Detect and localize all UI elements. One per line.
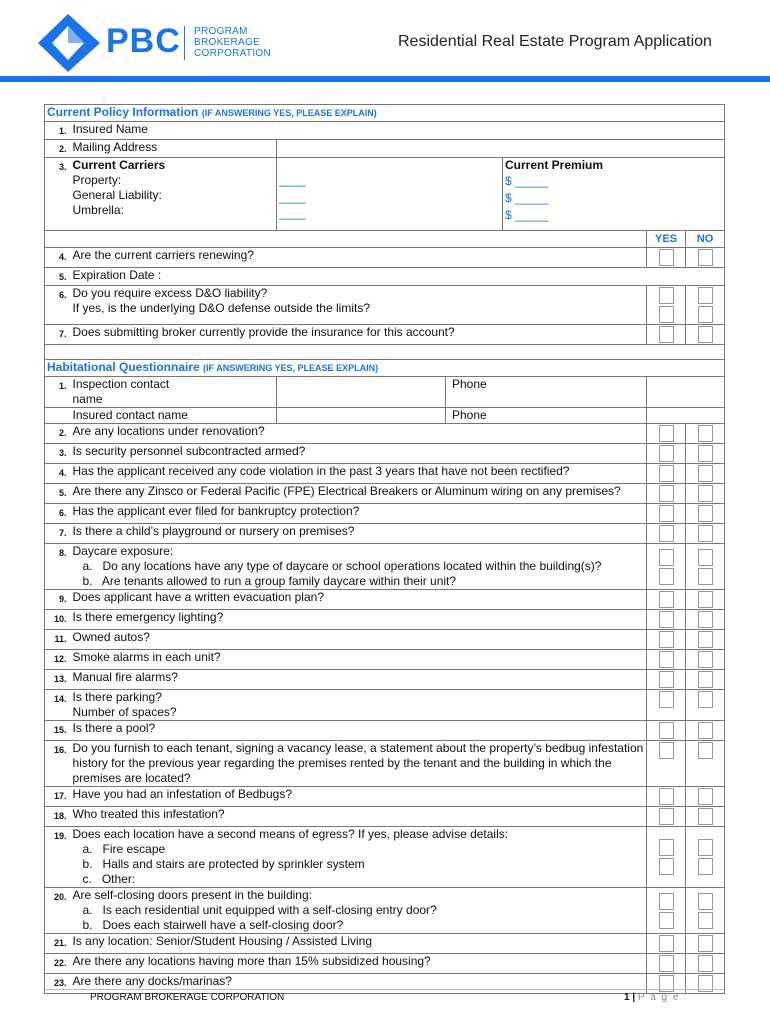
question-text	[71, 690, 647, 721]
question-text	[71, 888, 647, 934]
section-habitational	[45, 360, 725, 377]
yes-checkbox[interactable]	[659, 505, 674, 522]
q-number: 3.	[45, 444, 71, 464]
row-h14	[45, 690, 725, 721]
question-text: Smoke alarms in each unit?	[71, 650, 647, 670]
no-checkbox[interactable]	[698, 249, 713, 266]
row-h11	[45, 630, 725, 650]
q-number: 1.	[45, 122, 71, 140]
q20-text: Are self-closing doors present in the building:	[72, 888, 312, 902]
question-text: Are there any Zinsco or Federal Pacific (FPE) Electrical Breakers or Aluminum wiring on any premises?	[71, 484, 647, 504]
question-text: Owned autos?	[71, 630, 647, 650]
question-text: Are the current carriers renewing?	[71, 248, 647, 268]
current-carriers-label: Current Carriers	[72, 158, 166, 172]
question-text	[71, 544, 647, 590]
q-number: 18.	[45, 807, 71, 827]
section-heading: Current Policy Information	[47, 105, 199, 119]
row-q4	[45, 248, 725, 268]
no-header	[686, 231, 725, 248]
q14b-text: Number of spaces?	[72, 705, 177, 719]
yes-checkbox[interactable]	[659, 691, 674, 708]
row-h3	[45, 444, 725, 464]
row-h10	[45, 610, 725, 630]
yes-checkbox[interactable]	[659, 549, 674, 566]
row-h15	[45, 721, 725, 741]
q-number: 6.	[45, 504, 71, 524]
q19a-text: a. Fire escape	[82, 842, 166, 856]
yes-checkbox[interactable]	[659, 912, 674, 929]
row-h9	[45, 590, 725, 610]
no-checkbox[interactable]	[698, 935, 713, 952]
q-number: 7.	[45, 524, 71, 544]
yes-checkbox[interactable]	[659, 465, 674, 482]
premium-line: $ _____	[505, 191, 549, 205]
question-text: Expiration Date :	[71, 268, 725, 286]
yes-checkbox[interactable]	[659, 249, 674, 266]
row-q7	[45, 325, 725, 345]
row-inspection-contact	[45, 377, 725, 408]
question-text: Is there emergency lighting?	[71, 610, 647, 630]
section-current-policy	[45, 105, 725, 122]
yes-checkbox[interactable]	[659, 955, 674, 972]
no-checkbox[interactable]	[698, 893, 713, 910]
footer-page	[624, 992, 680, 1003]
row-insured-name	[45, 122, 725, 140]
no-checkbox[interactable]	[698, 671, 713, 688]
section-note: (IF ANSWERING YES, PLEASE EXPLAIN)	[203, 363, 379, 373]
yes-header	[647, 231, 686, 248]
q-number: 5.	[45, 268, 71, 286]
question-text	[71, 286, 647, 325]
row-h23	[45, 974, 725, 994]
yes-checkbox[interactable]	[659, 808, 674, 825]
header-accent-bar	[0, 76, 770, 82]
q-number: 8.	[45, 544, 71, 590]
yes-checkbox[interactable]	[659, 935, 674, 952]
no-checkbox[interactable]	[698, 912, 713, 929]
yes-label: YES	[654, 233, 677, 245]
section-heading: Habitational Questionnaire	[47, 360, 200, 374]
q8b-text: b. Are tenants allowed to run a group family daycare within their unit?	[82, 574, 457, 588]
row-h8	[45, 544, 725, 590]
yes-checkbox[interactable]	[659, 591, 674, 608]
q-number: 16.	[45, 741, 71, 787]
q-number: 2.	[45, 424, 71, 444]
brand-sub-3: CORPORATION	[194, 48, 272, 59]
q-number: 12.	[45, 650, 71, 670]
q-number: 11.	[45, 630, 71, 650]
inspection-contact-field[interactable]	[277, 377, 647, 408]
no-checkbox[interactable]	[698, 591, 713, 608]
footer-company: PROGRAM BROKERAGE CORPORATION	[90, 992, 285, 1003]
no-checkbox[interactable]	[698, 858, 713, 875]
question-text: Is security personnel subcontracted armed?	[71, 444, 647, 464]
no-checkbox[interactable]	[698, 839, 713, 856]
page-separator: |	[629, 992, 638, 1003]
insured-name-label[interactable]: Insured Name	[71, 122, 725, 140]
q14a-text: Is there parking?	[72, 690, 162, 704]
application-form	[44, 104, 724, 994]
no-checkbox[interactable]	[698, 505, 713, 522]
row-h20	[45, 888, 725, 934]
row-h21	[45, 934, 725, 954]
yes-checkbox[interactable]	[659, 651, 674, 668]
carrier-line: ____	[279, 173, 306, 187]
yes-checkbox[interactable]	[659, 671, 674, 688]
pbc-logo-icon	[38, 14, 100, 72]
no-checkbox[interactable]	[698, 788, 713, 805]
q20b-text: b. Does each stairwell have a self-closing door?	[82, 918, 344, 932]
q6b-text: If yes, is the underlying D&O defense outside the limits?	[72, 301, 370, 315]
current-premium-label: Current Premium	[505, 158, 604, 172]
row-h2	[45, 424, 725, 444]
row-q5	[45, 268, 725, 286]
yes-checkbox[interactable]	[659, 722, 674, 739]
q20a-text: a. Is each residential unit equipped with a self-closing entry door?	[82, 903, 437, 917]
no-checkbox[interactable]	[698, 465, 713, 482]
yes-checkbox[interactable]	[659, 525, 674, 542]
q-number: 14.	[45, 690, 71, 721]
yes-checkbox[interactable]	[659, 839, 674, 856]
row-h17	[45, 787, 725, 807]
q-number: 6.	[45, 286, 71, 325]
q-number: 20.	[45, 888, 71, 934]
row-mailing-address	[45, 140, 725, 158]
yes-checkbox[interactable]	[659, 485, 674, 502]
yes-checkbox[interactable]	[659, 306, 674, 323]
q-number: 15.	[45, 721, 71, 741]
page-header	[0, 0, 770, 84]
q-number: 5.	[45, 484, 71, 504]
row-h7	[45, 524, 725, 544]
brand-divider	[184, 26, 185, 60]
no-checkbox[interactable]	[698, 651, 713, 668]
row-insured-contact	[45, 408, 725, 424]
q19c-text: c. Other:	[82, 872, 136, 886]
yes-checkbox[interactable]	[659, 858, 674, 875]
phone-label: Phone	[445, 408, 646, 423]
q-number: 21.	[45, 934, 71, 954]
phone-field[interactable]	[647, 408, 725, 424]
no-checkbox[interactable]	[698, 445, 713, 462]
spacer	[45, 231, 647, 248]
q8a-text: a. Do any locations have any type of daycare or school operations located within the building(s)?	[82, 559, 602, 573]
q-number: 22.	[45, 954, 71, 974]
property-label: Property:	[72, 173, 122, 187]
q-number	[45, 408, 71, 424]
carriers-labels	[71, 158, 277, 231]
document-title: Residential Real Estate Program Application	[398, 33, 712, 50]
brand-sub-1: PROGRAM	[194, 26, 248, 37]
section-note: (IF ANSWERING YES, PLEASE EXPLAIN)	[201, 108, 377, 118]
yes-checkbox[interactable]	[659, 287, 674, 304]
question-text: Is any location: Senior/Student Housing / Assisted Living	[71, 934, 647, 954]
row-spacer	[45, 345, 725, 360]
q-number: 10.	[45, 610, 71, 630]
q6a-text: Do you require excess D&O liability?	[72, 286, 268, 300]
row-q6	[45, 286, 725, 325]
phone-label: Phone	[445, 377, 646, 407]
row-current-carriers	[45, 158, 725, 231]
q-number: 3.	[45, 158, 71, 231]
yes-checkbox[interactable]	[659, 425, 674, 442]
insured-contact-label: Insured contact name	[71, 408, 277, 424]
q-number: 9.	[45, 590, 71, 610]
yes-checkbox[interactable]	[659, 742, 674, 759]
yes-checkbox[interactable]	[659, 611, 674, 628]
q-number: 2.	[45, 140, 71, 158]
no-checkbox[interactable]	[698, 611, 713, 628]
question-text: Are any locations under renovation?	[71, 424, 647, 444]
no-checkbox[interactable]	[698, 525, 713, 542]
no-checkbox[interactable]	[698, 306, 713, 323]
q-number: 4.	[45, 248, 71, 268]
question-text: Have you had an infestation of Bedbugs?	[71, 787, 647, 807]
no-checkbox[interactable]	[698, 326, 713, 343]
premium-line: $ _____	[505, 208, 549, 222]
spacer	[45, 345, 725, 360]
umbrella-label: Umbrella:	[72, 203, 124, 217]
no-checkbox[interactable]	[698, 808, 713, 825]
phone-field[interactable]	[647, 377, 725, 408]
question-text: Who treated this infestation?	[71, 807, 647, 827]
question-text: Are there any docks/marinas?	[71, 974, 647, 994]
row-h6	[45, 504, 725, 524]
q8-text: Daycare exposure:	[72, 544, 174, 558]
q-number: 7.	[45, 325, 71, 345]
question-text: Are there any locations having more than 15% subsidized housing?	[71, 954, 647, 974]
general-liability-label: General Liability:	[72, 188, 162, 202]
no-checkbox[interactable]	[698, 631, 713, 648]
yes-checkbox[interactable]	[659, 568, 674, 585]
brand-name: PBC	[106, 22, 181, 60]
yes-checkbox[interactable]	[659, 788, 674, 805]
page-number: 1	[624, 992, 630, 1003]
q19b-text: b. Halls and stairs are protected by sprinkler system	[82, 857, 365, 871]
q-number: 23.	[45, 974, 71, 994]
row-h19	[45, 827, 725, 888]
brand-subtitle	[194, 26, 271, 59]
carrier-line: ____	[279, 190, 306, 204]
mailing-address-label: Mailing Address	[71, 140, 277, 158]
inspection-name-text: name	[72, 392, 103, 406]
no-checkbox[interactable]	[698, 691, 713, 708]
q-number: 1.	[45, 377, 71, 408]
row-h13	[45, 670, 725, 690]
yes-checkbox[interactable]	[659, 326, 674, 343]
q-number: 13.	[45, 670, 71, 690]
row-h4	[45, 464, 725, 484]
q-number: 4.	[45, 464, 71, 484]
question-text: Has the applicant received any code violation in the past 3 years that have not been rectified?	[71, 464, 647, 484]
no-checkbox[interactable]	[698, 425, 713, 442]
row-yes-no-header	[45, 231, 725, 248]
no-checkbox[interactable]	[698, 722, 713, 739]
question-text: Is there a pool?	[71, 721, 647, 741]
no-checkbox[interactable]	[698, 742, 713, 759]
no-checkbox[interactable]	[698, 287, 713, 304]
carrier-line: ____	[279, 206, 306, 220]
yes-checkbox[interactable]	[659, 893, 674, 910]
form-table	[44, 104, 725, 994]
no-checkbox[interactable]	[698, 568, 713, 585]
question-text: Do you furnish to each tenant, signing a vacancy lease, a statement about the property’s bedbug infestation history for the previous year regarding the premises rented by the tenant and the building in which the premises are located?	[71, 741, 647, 787]
yes-checkbox[interactable]	[659, 445, 674, 462]
brand-sub-2: BROKERAGE	[194, 37, 261, 48]
row-h16	[45, 741, 725, 787]
row-h5	[45, 484, 725, 504]
no-checkbox[interactable]	[698, 955, 713, 972]
question-text: Does submitting broker currently provide the insurance for this account?	[71, 325, 647, 345]
page-word: P a g e	[637, 992, 680, 1003]
q-number: 17.	[45, 787, 71, 807]
q-number: 19.	[45, 827, 71, 888]
row-h12	[45, 650, 725, 670]
question-text: Manual fire alarms?	[71, 670, 647, 690]
question-text: Does applicant have a written evacuation plan?	[71, 590, 647, 610]
question-text: Has the applicant ever filed for bankruptcy protection?	[71, 504, 647, 524]
question-text	[71, 827, 647, 888]
row-h22	[45, 954, 725, 974]
insured-contact-field[interactable]	[277, 408, 647, 424]
mailing-address-field[interactable]	[277, 140, 725, 158]
footer-divider	[44, 989, 724, 990]
yes-checkbox[interactable]	[659, 631, 674, 648]
inspection-contact-text: Inspection contact	[72, 377, 170, 391]
inspection-contact-label	[71, 377, 277, 408]
no-checkbox[interactable]	[698, 485, 713, 502]
row-h18	[45, 807, 725, 827]
no-checkbox[interactable]	[698, 549, 713, 566]
q19-text: Does each location have a second means of egress? If yes, please advise details:	[72, 827, 509, 841]
premium-cell[interactable]	[503, 158, 725, 231]
question-text: Is there a child’s playground or nursery on premises?	[71, 524, 647, 544]
premium-line: $ _____	[505, 174, 549, 188]
carrier-lines[interactable]	[277, 158, 503, 231]
no-label: NO	[696, 233, 714, 245]
